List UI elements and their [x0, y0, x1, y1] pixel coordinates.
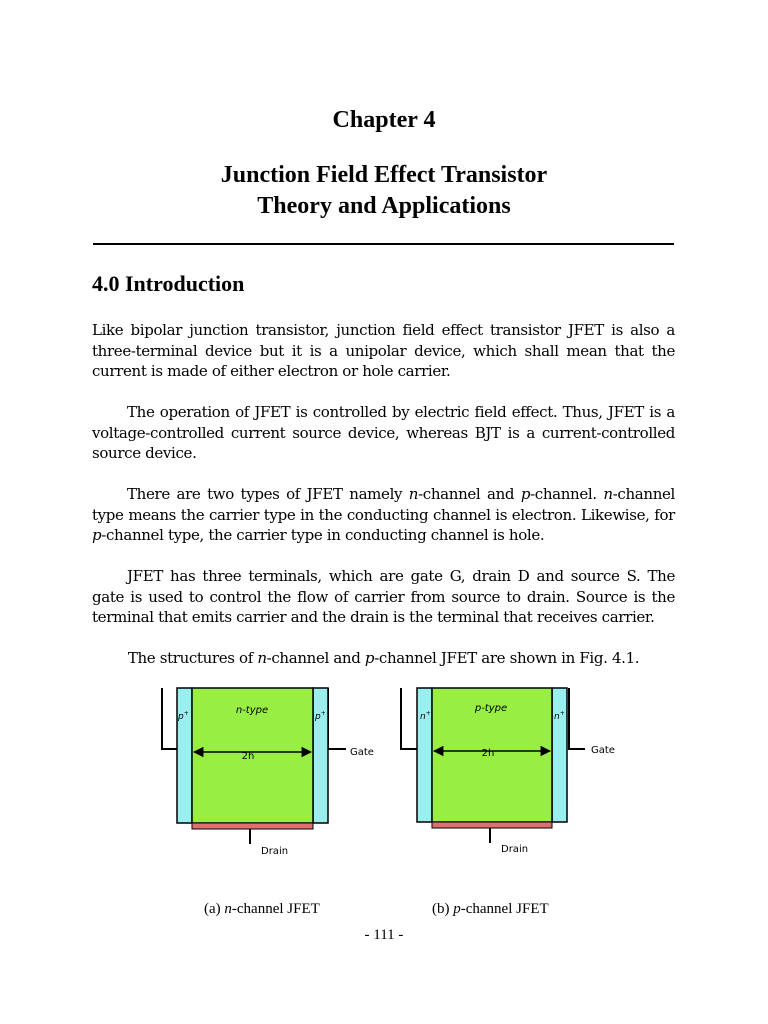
- width-label: 2h: [481, 748, 495, 759]
- drain-contact: [192, 823, 313, 829]
- side-label-right: p+: [315, 710, 326, 722]
- chapter-title-line-2: Theory and Applications: [257, 193, 511, 219]
- page-number: - 111 -: [364, 927, 404, 943]
- channel-type-label: n-type: [235, 705, 269, 716]
- drain-label: Drain: [501, 844, 529, 855]
- left-gate-region: [417, 688, 432, 822]
- drain-label: Drain: [261, 846, 289, 857]
- figure-caption-a: (a) n-channel JFET: [204, 901, 320, 917]
- figure-caption-b: (b) p-channel JFET: [432, 901, 549, 917]
- paragraph-2: The operation of JFET is controlled by electric field effect. Thus, JFET is a voltage-controlled current source device, whereas BJT is a current-controlled source device.: [92, 403, 675, 462]
- chapter-title-line-1: Junction Field Effect Transistor: [220, 162, 548, 188]
- left-gate-region: [177, 688, 192, 823]
- body-text: [92, 320, 675, 689]
- channel-type-label: p-type: [474, 703, 508, 714]
- side-label-left: n+: [420, 710, 431, 722]
- drain-contact: [432, 822, 552, 828]
- paragraph-1: Like bipolar junction transistor, junction field effect transistor JFET is also a three-terminal device but it is a unipolar device, which shall mean that the current is made of either electron or hole carrier.: [92, 321, 675, 380]
- paragraph-3: There are two types of JFET namely n-channel and p-channel. n-channel type means the carrier type in the conducting channel is electron. Likewise, for p-channel type, the carrier type in conducting channel is hole.: [92, 485, 675, 544]
- right-gate-region: [313, 688, 328, 823]
- paragraph-5: The structures of n-channel and p-channel JFET are shown in Fig. 4.1.: [127, 649, 640, 667]
- gate-label: Gate: [591, 745, 615, 756]
- p-channel-jfet-diagram: [401, 688, 615, 855]
- side-label-left: p+: [178, 710, 189, 722]
- n-channel-jfet-diagram: [162, 688, 374, 857]
- jfet-structure-figure: [150, 686, 620, 866]
- right-gate-region: [552, 688, 567, 822]
- gate-wire-right: [569, 688, 585, 749]
- gate-wire-right: [328, 688, 346, 749]
- gate-label: Gate: [350, 747, 374, 758]
- width-label: 2h: [241, 751, 255, 762]
- paragraph-4: JFET has three terminals, which are gate G, drain D and source S. The gate is used to control the flow of carrier from source to drain. Source is the terminal that emits carrier and the drain is the terminal that receives carrier.: [92, 567, 675, 626]
- side-label-right: n+: [554, 710, 565, 722]
- chapter-heading: Chapter 4: [332, 107, 436, 133]
- section-heading: 4.0 Introduction: [92, 271, 245, 296]
- chapter-title: [0, 160, 768, 222]
- horizontal-rule: [93, 243, 674, 245]
